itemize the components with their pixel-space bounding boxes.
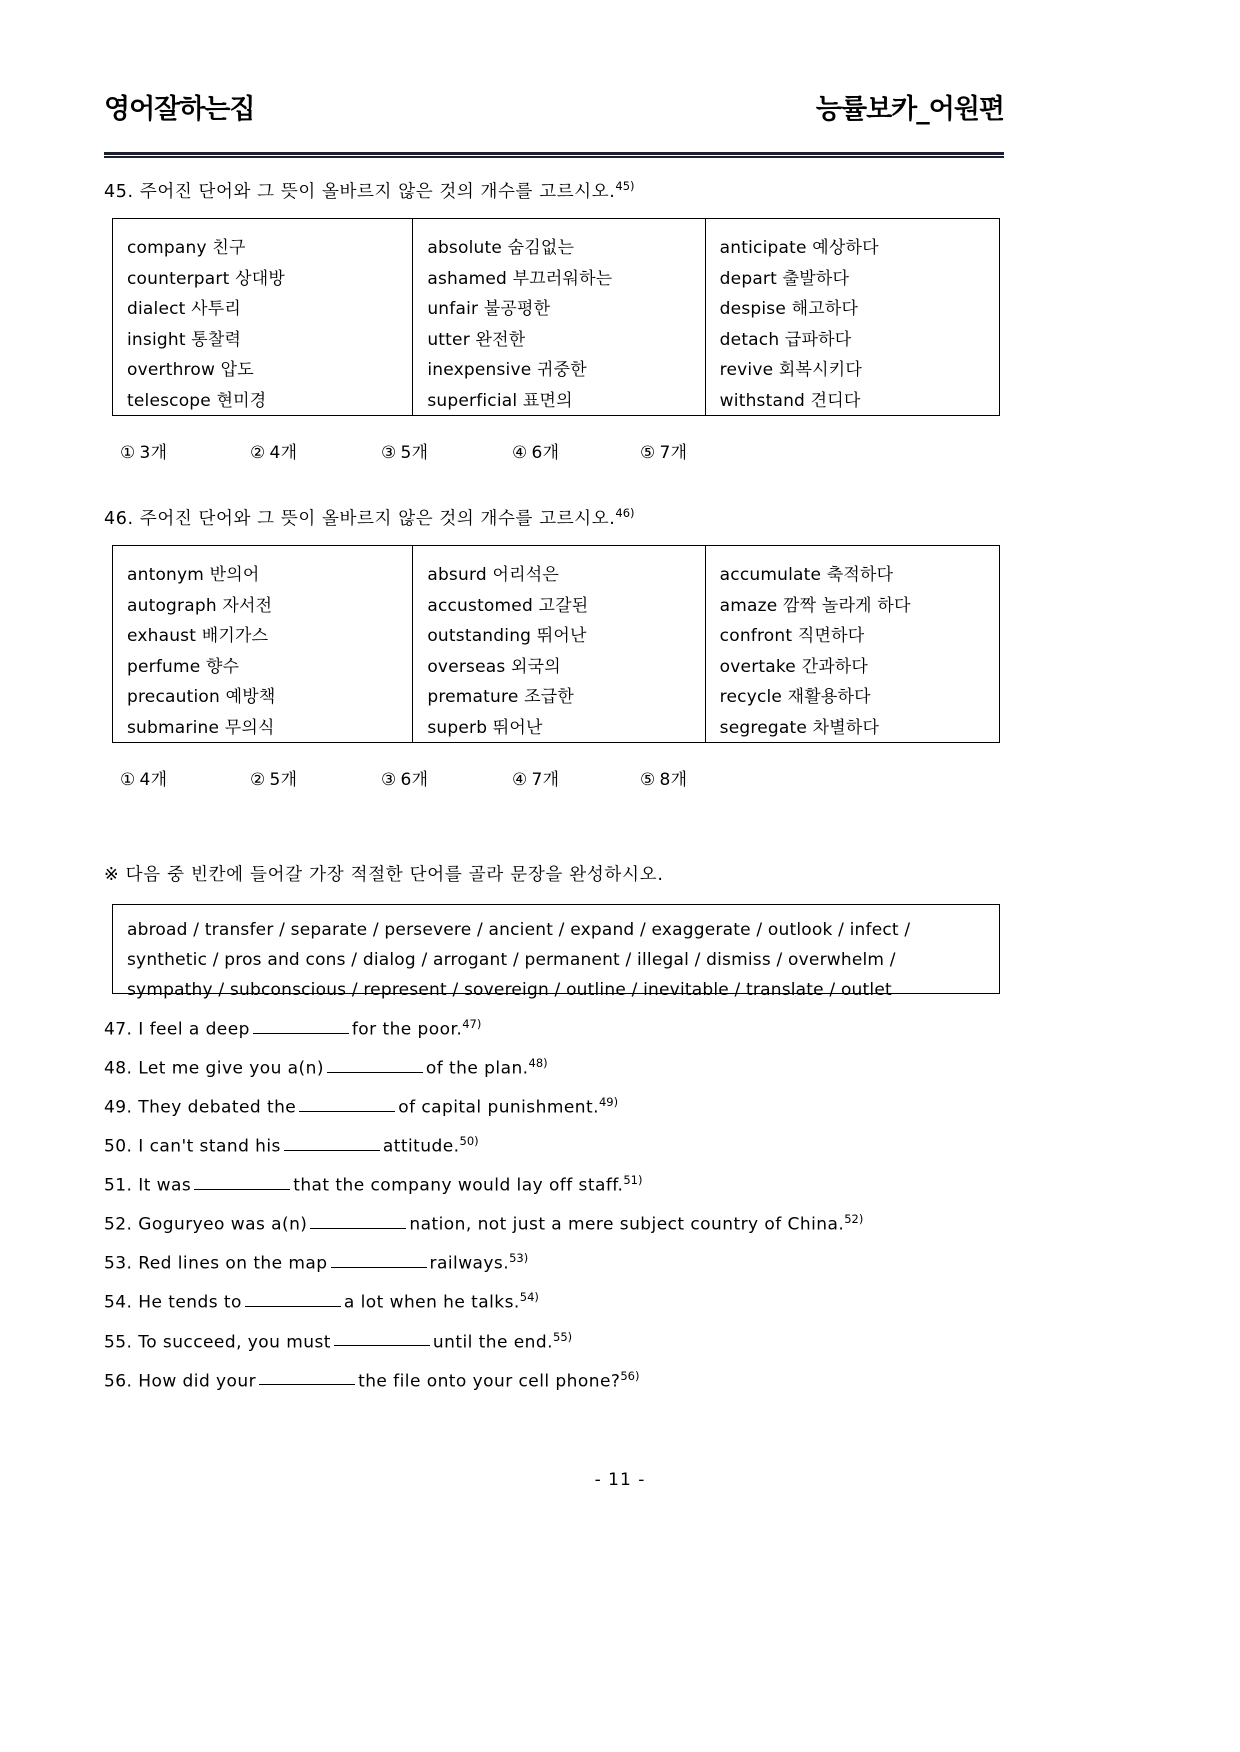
word-table-46-column-3 <box>705 546 999 742</box>
choice-marker: ⑤ <box>640 770 656 790</box>
sentence-footnote: 55) <box>553 1329 573 1344</box>
sentence-before: How did your <box>138 1371 257 1392</box>
sentence-item <box>104 1242 1024 1281</box>
sentence-after: for the poor. <box>351 1019 463 1040</box>
word-bank <box>112 904 1000 1000</box>
sentence-number: 53. <box>104 1254 133 1275</box>
choice-label: 7개 <box>659 443 688 463</box>
word-entry: detach 급파하다 <box>719 329 852 350</box>
sentence-footnote: 50) <box>459 1134 479 1149</box>
sentence-item <box>104 1008 1024 1047</box>
word-table-45-column-3 <box>705 219 999 415</box>
word-table-45-column-1 <box>113 219 412 415</box>
choice-label: 4개 <box>139 770 168 790</box>
word-table-46-column-1 <box>113 546 412 742</box>
choice-45-2[interactable] <box>250 438 381 463</box>
question-text-46: 주어진 단어와 그 뜻이 올바르지 않은 것의 개수를 고르시오. <box>139 508 616 529</box>
word-entry: overseas 외국의 <box>427 656 561 677</box>
word-entry: depart 출발하다 <box>719 268 850 289</box>
choice-45-3[interactable] <box>381 438 512 463</box>
word-entry: despise 해고하다 <box>719 299 859 319</box>
sentence-after: of capital punishment. <box>398 1097 599 1118</box>
choice-marker: ④ <box>512 770 528 790</box>
word-entry: dialect 사투리 <box>127 299 241 319</box>
question-footnote-45: 45) <box>615 179 635 193</box>
sentence-before: They debated the <box>138 1097 297 1118</box>
sentence-after: railways. <box>429 1254 510 1275</box>
word-entry: accumulate 축적하다 <box>719 565 894 585</box>
sentence-after: a lot when he talks. <box>343 1293 520 1314</box>
question-prompt-46 <box>104 507 635 530</box>
word-entry: company 친구 <box>127 238 246 258</box>
word-entry: absurd 어리석은 <box>427 565 559 585</box>
answer-blank[interactable] <box>334 1345 430 1346</box>
sentence-item <box>104 1203 1024 1242</box>
answer-blank[interactable] <box>284 1150 380 1151</box>
word-entry: withstand 견디다 <box>719 390 861 411</box>
word-entry: superb 뛰어난 <box>427 717 543 738</box>
sentence-footnote: 47) <box>462 1017 482 1031</box>
choice-label: 3개 <box>139 443 168 463</box>
sentence-number: 56. <box>104 1371 133 1392</box>
answer-blank[interactable] <box>299 1111 395 1112</box>
choice-marker: ① <box>120 443 136 463</box>
word-entry: exhaust 배기가스 <box>127 626 269 646</box>
sentence-footnote: 48) <box>528 1056 548 1071</box>
word-entry: anticipate 예상하다 <box>719 238 879 258</box>
choice-label: 6개 <box>400 770 429 790</box>
section-directive: ※ 다음 중 빈칸에 들어갈 가장 적절한 단어를 골라 문장을 완성하시오. <box>104 865 664 885</box>
choice-45-1[interactable] <box>120 438 250 463</box>
word-entry: counterpart 상대방 <box>127 268 285 289</box>
word-table-46-column-2 <box>412 546 704 742</box>
word-bank-line: sympathy / subconscious / represent / sovereign / outline / inevitable / translate / outlet <box>127 980 892 1000</box>
choice-label: 4개 <box>269 443 298 463</box>
header-left-title: 영어잘하는집 <box>104 94 255 125</box>
sentence-before: I can't stand his <box>138 1136 281 1157</box>
word-entry: outstanding 뛰어난 <box>427 626 587 646</box>
choices-45 <box>120 438 687 463</box>
sentence-before: I feel a deep <box>138 1019 250 1040</box>
choice-46-5[interactable] <box>640 765 687 790</box>
sentence-footnote: 52) <box>844 1212 864 1227</box>
choice-marker: ③ <box>381 770 397 790</box>
sentence-footnote: 56) <box>620 1368 640 1383</box>
word-entry: revive 회복시키다 <box>719 360 862 380</box>
choice-marker: ② <box>250 443 266 463</box>
word-table-45 <box>112 218 1000 416</box>
sentence-number: 52. <box>104 1214 133 1235</box>
word-entry: ashamed 부끄러워하는 <box>427 268 613 289</box>
sentence-number: 54. <box>104 1293 133 1314</box>
choice-marker: ⑤ <box>640 443 656 463</box>
choice-label: 5개 <box>400 443 429 463</box>
word-entry: perfume 향수 <box>127 656 240 677</box>
sentence-item <box>104 1321 1024 1360</box>
choice-45-5[interactable] <box>640 438 687 463</box>
answer-blank[interactable] <box>194 1189 290 1190</box>
sentence-before: Let me give you a(n) <box>138 1058 324 1079</box>
word-bank-line: abroad / transfer / separate / persevere / ancient / expand / exaggerate / outlook / infect / <box>127 920 911 940</box>
answer-blank[interactable] <box>245 1306 341 1307</box>
sentence-before: It was <box>138 1175 192 1196</box>
sentence-before: Red lines on the map <box>138 1254 328 1275</box>
sentence-number: 47. <box>104 1019 133 1040</box>
page-header <box>104 96 1004 123</box>
question-footnote-46: 46) <box>615 506 635 520</box>
word-table-46 <box>112 545 1000 743</box>
choice-label: 8개 <box>659 770 688 790</box>
sentence-after: that the company would lay off staff. <box>293 1175 624 1196</box>
sentence-item <box>104 1047 1024 1086</box>
word-entry: accustomed 고갈된 <box>427 595 589 616</box>
word-entry: overtake 간과하다 <box>719 656 869 677</box>
question-text-45: 주어진 단어와 그 뜻이 올바르지 않은 것의 개수를 고르시오. <box>139 181 616 202</box>
word-bank-line: synthetic / pros and cons / dialog / arrogant / permanent / illegal / dismiss / overwhelm / <box>127 950 896 970</box>
sentence-footnote: 53) <box>509 1251 529 1266</box>
word-entry: antonym 반의어 <box>127 565 260 585</box>
choice-label: 7개 <box>531 770 560 790</box>
answer-blank[interactable] <box>331 1267 427 1268</box>
sentence-after: the file onto your cell phone? <box>358 1371 621 1392</box>
word-entry: insight 통찰력 <box>127 329 242 350</box>
word-entry: precaution 예방책 <box>127 687 276 707</box>
header-divider <box>104 152 1004 158</box>
sentence-footnote: 54) <box>519 1290 539 1305</box>
sentence-number: 51. <box>104 1175 133 1196</box>
word-entry: amaze 깜짝 놀라게 하다 <box>719 595 911 616</box>
sentence-footnote: 49) <box>598 1095 619 1110</box>
sentence-before: Goguryeo was a(n) <box>138 1214 308 1235</box>
word-entry: utter 완전한 <box>427 329 526 350</box>
sentence-item <box>104 1164 1024 1203</box>
word-entry: segregate 차별하다 <box>719 717 880 738</box>
choice-marker: ③ <box>381 443 397 463</box>
choices-46 <box>120 765 687 790</box>
choice-45-4[interactable] <box>512 438 640 463</box>
word-entry: autograph 자서전 <box>127 595 273 616</box>
word-entry: recycle 재활용하다 <box>719 687 871 707</box>
choice-marker: ④ <box>512 443 528 463</box>
word-entry: unfair 불공평한 <box>427 299 551 319</box>
word-entry: confront 직면하다 <box>719 626 865 646</box>
choice-marker: ② <box>250 770 266 790</box>
choice-label: 5개 <box>269 770 298 790</box>
sentence-footnote: 51) <box>623 1173 643 1188</box>
word-entry: submarine 무의식 <box>127 717 275 738</box>
answer-blank[interactable] <box>253 1033 349 1034</box>
sentence-after: until the end. <box>432 1332 553 1353</box>
sentence-item <box>104 1086 1024 1125</box>
word-entry: telescope 현미경 <box>127 390 267 411</box>
sentence-after: of the plan. <box>425 1058 529 1079</box>
word-entry: overthrow 압도 <box>127 360 254 380</box>
header-right-title: 능률보카_어원편 <box>815 94 1004 125</box>
sentence-after: nation, not just a mere subject country of China. <box>409 1214 845 1235</box>
word-table-45-column-2 <box>412 219 704 415</box>
word-entry: superficial 표면의 <box>427 390 573 411</box>
question-number-45: 45. <box>104 181 134 202</box>
sentence-before: To succeed, you must <box>138 1332 331 1353</box>
answer-blank[interactable] <box>310 1228 406 1229</box>
sentence-number: 49. <box>104 1097 133 1118</box>
answer-blank[interactable] <box>327 1072 423 1073</box>
choice-marker: ① <box>120 770 136 790</box>
sentence-number: 48. <box>104 1058 133 1079</box>
fill-in-sentences <box>104 1008 1024 1399</box>
question-prompt-45 <box>104 180 635 203</box>
choice-46-4[interactable] <box>512 765 640 790</box>
choice-label: 6개 <box>531 443 560 463</box>
choice-46-2[interactable] <box>250 765 381 790</box>
choice-46-1[interactable] <box>120 765 250 790</box>
sentence-item <box>104 1281 1024 1320</box>
word-entry: absolute 숨김없는 <box>427 238 575 258</box>
sentence-after: attitude. <box>382 1136 460 1157</box>
sentence-item <box>104 1360 1024 1399</box>
word-entry: inexpensive 귀중한 <box>427 360 587 380</box>
page-number: - 11 - <box>594 1470 646 1490</box>
sentence-item <box>104 1125 1024 1164</box>
word-entry: premature 조급한 <box>427 687 574 707</box>
question-number-46: 46. <box>104 508 134 529</box>
choice-46-3[interactable] <box>381 765 512 790</box>
sentence-number: 50. <box>104 1136 133 1157</box>
sentence-before: He tends to <box>138 1293 242 1314</box>
sentence-number: 55. <box>104 1332 133 1353</box>
divider-line-thin <box>104 156 1004 158</box>
answer-blank[interactable] <box>259 1384 355 1385</box>
